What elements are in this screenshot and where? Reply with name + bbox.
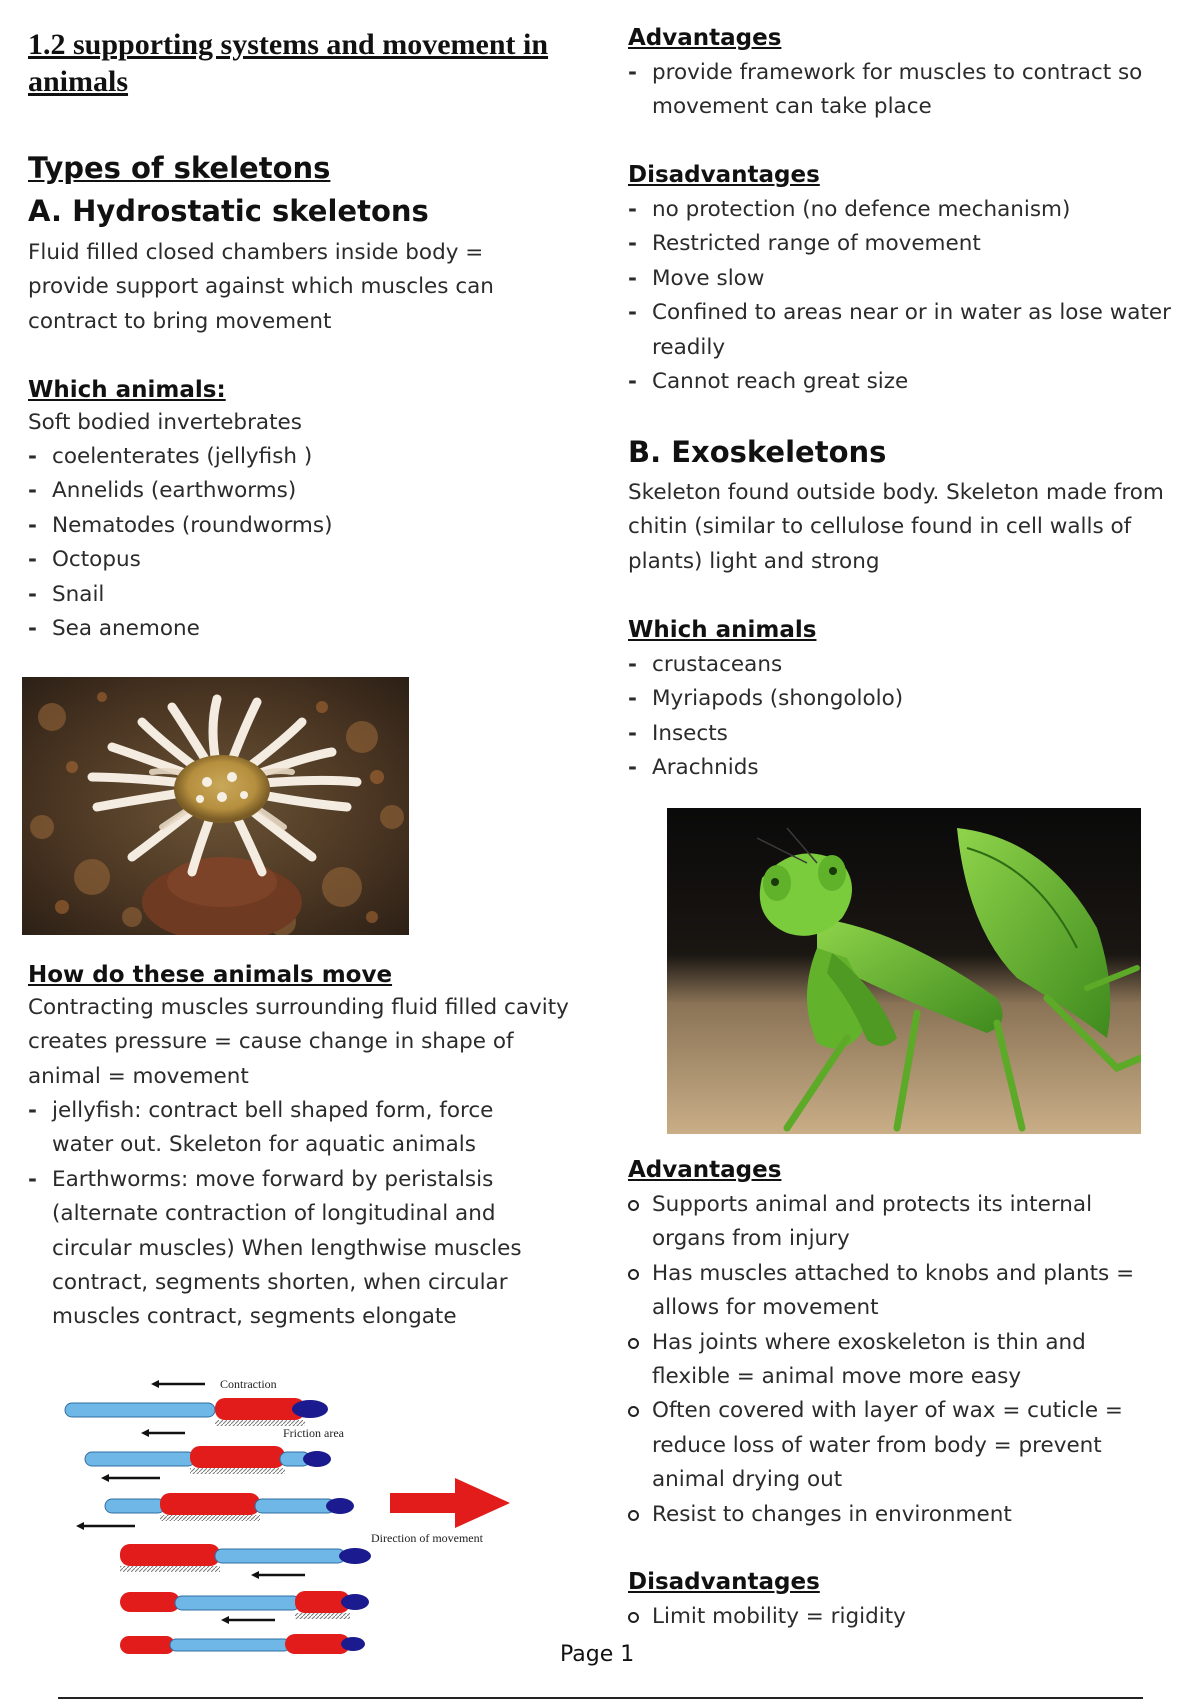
how-move-text: Contracting muscles surrounding fluid filled cavity creates pressure = cause change in shape of animal = movement xyxy=(28,995,569,1089)
list-item: Often covered with layer of wax = cuticle = reduce loss of water from body = prevent animal drying out xyxy=(628,1394,1148,1497)
hydrostatic-animals-list xyxy=(28,440,548,646)
list-item: - jellyfish: contract bell shaped form, force water out. Skeleton for aquatic animals xyxy=(28,1094,548,1163)
exoskeleton-disadvantages-list xyxy=(628,1600,1148,1634)
list-item: Limit mobility = rigidity xyxy=(628,1600,1148,1634)
list-item: - Earthworms: move forward by peristalsis (alternate contraction of longitudinal and circular muscles) When lengthwise muscles contract, segments shorten, when circular muscles contract, segments elongate xyxy=(28,1163,548,1335)
list-item: - crustaceans xyxy=(628,648,1173,682)
hydrostatic-disadvantages-heading: Disadvantages xyxy=(628,162,820,188)
exoskeleton-animals-list xyxy=(628,648,1173,786)
list-item: Resist to changes in environment xyxy=(628,1498,1148,1532)
list-item: - Move slow xyxy=(628,262,1173,296)
earthworm-movement-diagram xyxy=(55,1360,535,1655)
exoskeleton-advantages-heading: Advantages xyxy=(628,1157,782,1183)
how-move-heading: How do these animals move xyxy=(28,962,393,988)
list-item: - Cannot reach great size xyxy=(628,365,1173,399)
hydrostatic-heading: A. Hydrostatic skeletons xyxy=(28,194,429,228)
list-item: Has muscles attached to knobs and plants = allows for movement xyxy=(628,1257,1148,1326)
hydrostatic-description: Fluid filled closed chambers inside body = provide support against which muscles can contract to bring movement xyxy=(28,240,494,334)
list-item: - provide framework for muscles to contract so movement can take place xyxy=(628,56,1173,125)
bottom-divider xyxy=(58,1697,1143,1699)
exoskeleton-disadvantages-heading: Disadvantages xyxy=(628,1569,820,1595)
sea-anemone-image xyxy=(22,677,409,935)
direction-label: Direction of movement xyxy=(371,1531,483,1545)
how-move-list xyxy=(28,1094,548,1335)
list-item: - Confined to areas near or in water as lose water readily xyxy=(628,296,1173,365)
list-item: - Myriapods (shongololo) xyxy=(628,682,1173,716)
list-item: - Sea anemone xyxy=(28,612,548,646)
list-item: - Insects xyxy=(628,717,1173,751)
list-item: - Octopus xyxy=(28,543,548,577)
list-item: - Arachnids xyxy=(628,751,1173,785)
friction-label: Friction area xyxy=(283,1426,344,1440)
page-number: Page 1 xyxy=(560,1642,635,1667)
hydrostatic-advantages-heading: Advantages xyxy=(628,25,782,51)
hydrostatic-advantages-list xyxy=(628,56,1173,125)
list-item: - Snail xyxy=(28,578,548,612)
exoskeleton-advantages-list xyxy=(628,1188,1148,1532)
hydrostatic-which-animals-intro: Soft bodied invertebrates xyxy=(28,410,302,435)
contraction-label: Contraction xyxy=(220,1377,277,1391)
list-item: - Nematodes (roundworms) xyxy=(28,509,548,543)
types-heading: Types of skeletons xyxy=(28,151,331,185)
hydrostatic-which-animals-heading: Which animals: xyxy=(28,377,226,403)
list-item: - coelenterates (jellyfish ) xyxy=(28,440,548,474)
list-item: - Annelids (earthworms) xyxy=(28,474,548,508)
list-item: Has joints where exoskeleton is thin and flexible = animal move more easy xyxy=(628,1326,1148,1395)
exoskeleton-description: Skeleton found outside body. Skeleton made from chitin (similar to cellulose found in cell walls of plants) light and strong xyxy=(628,480,1164,574)
exoskeleton-heading: B. Exoskeletons xyxy=(628,435,887,469)
exoskeleton-which-animals-heading: Which animals xyxy=(628,617,817,643)
document-title: 1.2 supporting systems and movement in animals xyxy=(28,28,549,98)
praying-mantis-image xyxy=(667,808,1141,1134)
list-item: - Restricted range of movement xyxy=(628,227,1173,261)
list-item: - no protection (no defence mechanism) xyxy=(628,193,1173,227)
hydrostatic-disadvantages-list xyxy=(628,193,1173,399)
list-item: Supports animal and protects its internal organs from injury xyxy=(628,1188,1148,1257)
